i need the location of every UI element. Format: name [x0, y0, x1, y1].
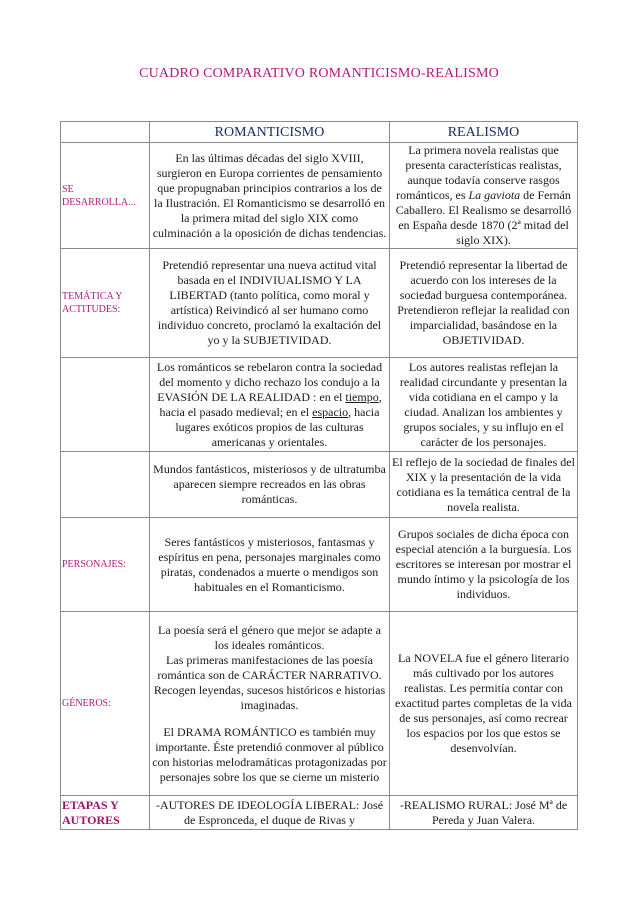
- table-row: [61, 796, 578, 830]
- header-realismo: REALISMO: [390, 122, 578, 143]
- cell-realismo-autores: -REALISMO RURAL: José Mª de Pereda y Juan Valera.: [390, 796, 578, 830]
- row-label-empty: [61, 358, 150, 452]
- text-part: Los románticos se rebelaron contra la sociedad del momento y dicho rechazo los condujo a la EVASIÓN DE LA REALIDAD : en el: [156, 359, 383, 404]
- row-label-generos: GÉNEROS:: [61, 612, 150, 796]
- cell-romanticismo-desarrollo: En las últimas décadas del siglo XVIII, surgieron en Europa corrientes de pensamiento que propugnaban principios contrarios a los de la Ilustración. El Romanticismo se desarrolló en la primera mitad del siglo XIX como culminación a la oposición de dichas tendencias.: [150, 143, 390, 249]
- table-row: [61, 518, 578, 612]
- text-part: La primera novela realistas que presenta características realistas, aunque todavía conserve rasgos románticos, es: [396, 143, 562, 202]
- text-part: , hacia el pasado medieval; en el: [159, 389, 382, 419]
- table-row: [61, 612, 578, 796]
- cell-romanticismo-personajes: Seres fantásticos y misteriosos, fantasmas y espíritus en pena, personajes marginales como piratas, condenados a muerte o mendigos son habituales en el Romanticismo.: [150, 518, 390, 612]
- generos-paragraph-3: El DRAMA ROMÁNTICO es también muy importante. Éste pretendió conmover al público con historias melodramáticas protagonizadas por personajes sobre los que se cierne un misterio: [152, 724, 387, 784]
- table-row: [61, 358, 578, 452]
- row-label-empty: [61, 452, 150, 518]
- cell-romanticismo-autores: -AUTORES DE IDEOLOGÍA LIBERAL: José de Espronceda, el duque de Rivas y: [150, 796, 390, 830]
- text-part: , hacia lugares exóticos propios de las culturas americanas y orientales.: [175, 404, 380, 449]
- comparison-table: [60, 121, 578, 830]
- header-romanticismo: ROMANTICISMO: [150, 122, 390, 143]
- text-part: de Fernán Caballero. El Realismo se desarrolló en España desde 1870 (2ª mitad del siglo XIX).: [395, 188, 572, 247]
- table-row: [61, 452, 578, 518]
- header-empty-cell: [61, 122, 150, 143]
- cell-realismo-generos: La NOVELA fue el género literario más cultivado por los autores realistas. Les permitía contar con exactitud partes completas de la vida de sus personajes, así como recrear los espacios por los que estos se desenvolvían.: [390, 612, 578, 796]
- cell-realismo-desarrollo: [390, 143, 578, 249]
- underlined-word-espacio: espacio: [312, 404, 349, 419]
- cell-realismo-tematica: Pretendió representar la libertad de acuerdo con los intereses de la sociedad burguesa contemporánea. Pretendieron reflejar la realidad con imparcialidad, basándose en la OBJETIVIDAD.: [390, 249, 578, 358]
- generos-paragraph-2: Las primeras manifestaciones de las poesía romántica son de CARÁCTER NARRATIVO. Recogen leyendas, sucesos históricos e historias imaginadas.: [153, 652, 386, 712]
- cell-romanticismo-mundos: Mundos fantásticos, misteriosos y de ultratumba aparecen siempre recreados en las obras románticas.: [150, 452, 390, 518]
- cell-realismo-sociedad: El reflejo de la sociedad de finales del XIX y la presentación de la vida cotidiana es la temática central de la novela realista.: [390, 452, 578, 518]
- cell-realismo-personajes: Grupos sociales de dicha época con especial atención a la burguesía. Los escritores se interesan por mostrar el mundo íntimo y la psicología de los individuos.: [390, 518, 578, 612]
- row-label-personajes: PERSONAJES:: [61, 518, 150, 612]
- table-row: [61, 249, 578, 358]
- generos-paragraph-1: La poesía será el género que mejor se adapte a los ideales románticos.: [158, 622, 381, 652]
- underlined-word-tiempo: tiempo: [345, 389, 379, 404]
- table-row: [61, 143, 578, 249]
- document-title: CUADRO COMPARATIVO ROMANTICISMO-REALISMO: [139, 66, 499, 81]
- italic-title-la-gaviota: La gaviota: [468, 188, 521, 202]
- row-label-se-desarrolla: SE DESARROLLA...: [61, 143, 150, 249]
- row-label-tematica: TEMÁTICA Y ACTITUDES:: [61, 249, 150, 358]
- table-header-row: [61, 122, 578, 143]
- row-label-etapas: ETAPAS Y AUTORES: [61, 796, 150, 830]
- cell-romanticismo-tematica: Pretendió representar una nueva actitud vital basada en el INDIVIUALISMO Y LA LIBERTAD (tanto política, como moral y artística) Reivindicó al ser humano como individuo concreto, proclamó la exaltación del yo y la SUBJETIVIDAD.: [150, 249, 390, 358]
- cell-romanticismo-generos: [150, 612, 390, 796]
- cell-realismo-realidad: Los autores realistas reflejan la realidad circundante y presentan la vida cotidiana en el campo y la ciudad. Analizan los ambientes y grupos sociales, y su influjo en el carácter de los personajes.: [390, 358, 578, 452]
- cell-romanticismo-evasion: [150, 358, 390, 452]
